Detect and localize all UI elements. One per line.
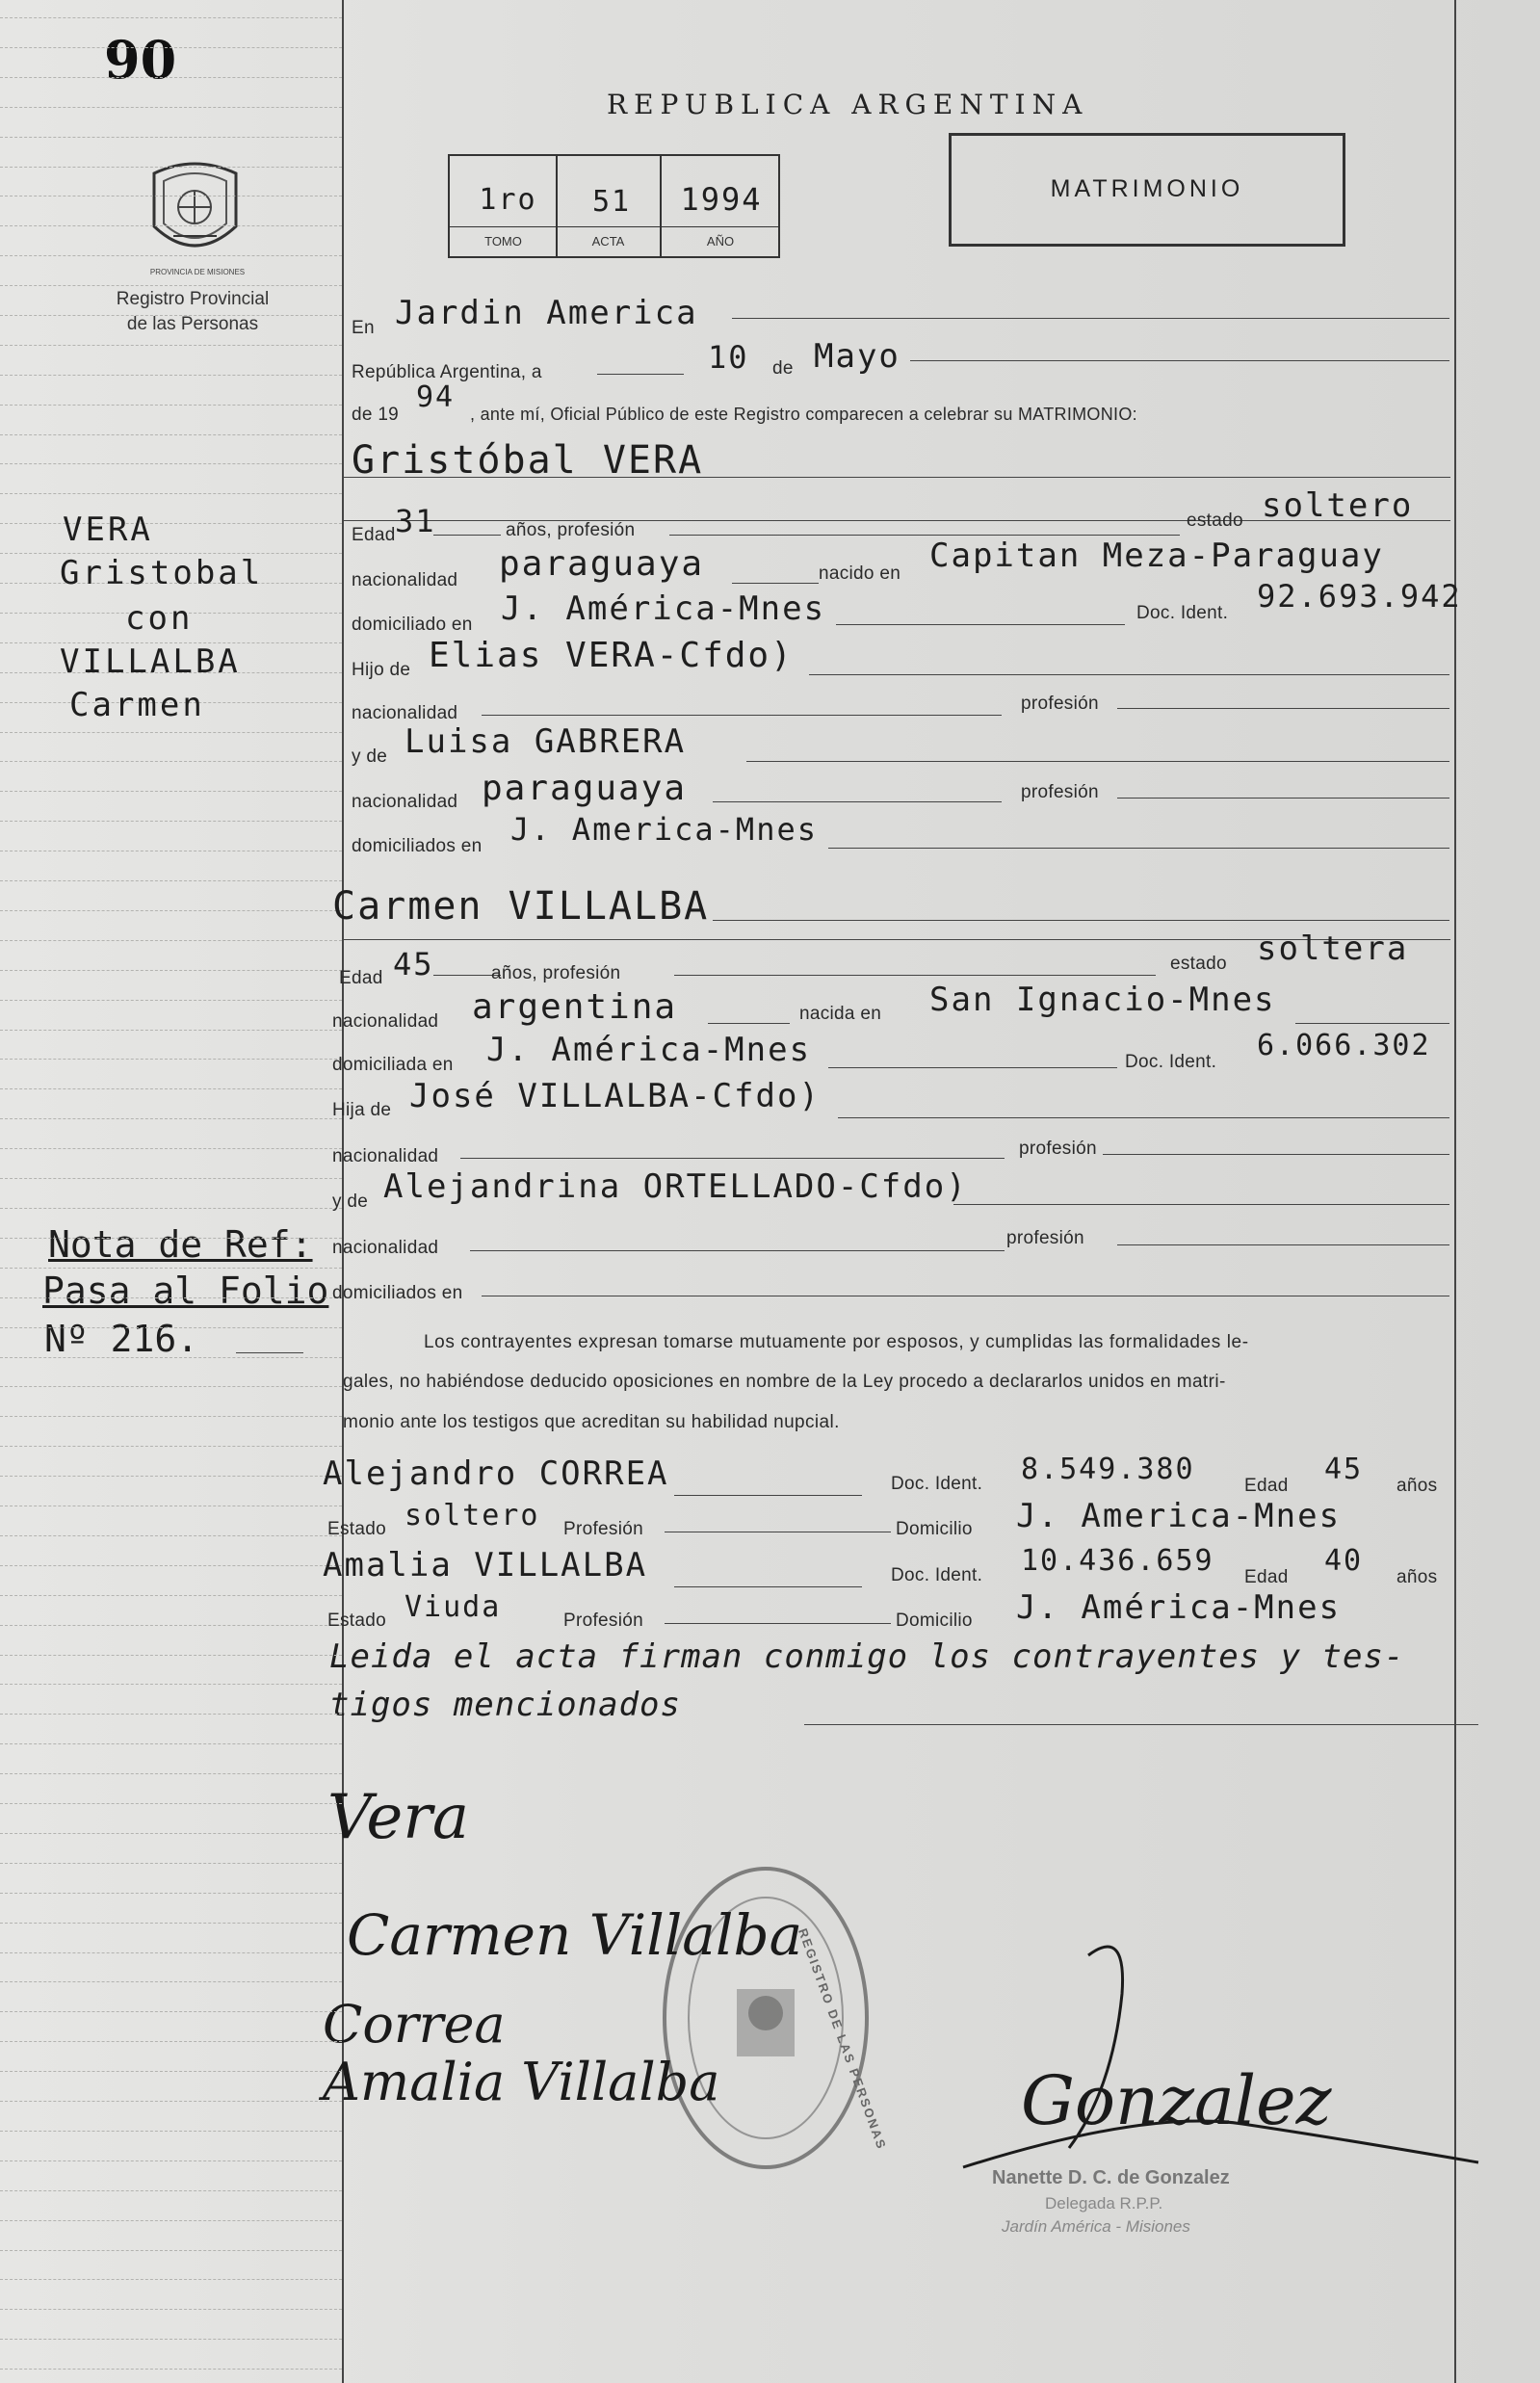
ruled-line (0, 1923, 342, 1924)
ref-note-underline (236, 1352, 303, 1353)
bride-age: 45 (393, 946, 434, 982)
margin-name-line: Gristobal (60, 554, 264, 592)
bride-nationality: argentina (472, 987, 678, 1027)
form-rule (836, 624, 1125, 625)
ruled-line (0, 970, 342, 971)
ruled-line (0, 2011, 342, 2012)
ruled-line (0, 761, 342, 762)
groom-father: Elias VERA-Cfdo) (429, 636, 794, 675)
ruled-line (0, 2369, 342, 2370)
ruled-line (0, 1595, 342, 1596)
ruled-line (0, 345, 342, 346)
ruled-line (0, 1893, 342, 1894)
ruled-line (0, 1327, 342, 1328)
witness-anos-label: años (1396, 1476, 1438, 1496)
ruled-line (0, 1416, 342, 1417)
ruled-line (0, 2101, 342, 2102)
ruled-line (0, 2071, 342, 2072)
ruled-line (0, 2250, 342, 2251)
groom-yde-label: y de (352, 746, 388, 767)
ruled-line (0, 1863, 342, 1864)
ruled-line (0, 523, 342, 524)
groom-domic-label: domiciliado en (352, 615, 473, 635)
bride-estado: soltera (1257, 930, 1409, 968)
groom-doc: 92.693.942 (1257, 578, 1462, 615)
groom-mother: Luisa GABRERA (405, 722, 687, 761)
ruled-line (0, 2339, 342, 2340)
round-seal-text: REGISTRO DE LAS PERSONAS (795, 1926, 890, 2153)
closing-line1: Leida el acta firman conmigo los contrayentes y tes- (329, 1637, 1405, 1676)
ruled-line (0, 255, 342, 256)
ruled-line (0, 2131, 342, 2132)
form-rule (460, 1158, 1005, 1159)
ruled-line (0, 1565, 342, 1566)
witness-age: 40 (1324, 1544, 1364, 1578)
witness-domic-label: Domicilio (896, 1610, 973, 1631)
ruled-line (0, 2190, 342, 2191)
groom-anos-label: años, profesión (506, 520, 636, 540)
groom-parents-domicile: J. America-Mnes (510, 811, 818, 848)
bride-father: José VILLALBA-Cfdo) (409, 1077, 821, 1115)
form-rule (713, 801, 1002, 802)
form-rule (809, 674, 1449, 675)
ruled-line (0, 1148, 342, 1149)
de-label: de (772, 358, 794, 379)
groom-prof-label: profesión (1021, 694, 1099, 714)
ruled-line (0, 2309, 342, 2310)
ruled-line (0, 137, 342, 138)
record-type: MATRIMONIO (1050, 175, 1244, 202)
seal-caption: PROVINCIA DE MISIONES (149, 268, 246, 276)
groom-estado: soltero (1262, 486, 1414, 525)
year-suffix-value: 94 (416, 380, 456, 414)
ruled-line (0, 1625, 342, 1626)
ruled-line (0, 47, 342, 48)
groom-prof2-label: profesión (1021, 782, 1099, 802)
margin-name-line: Carmen (69, 686, 205, 724)
ruled-line (0, 821, 342, 822)
witness-age: 45 (1324, 1453, 1364, 1486)
ano-label: AÑO (706, 234, 735, 249)
groom-nac3-label: nacionalidad (352, 792, 458, 812)
groom-age: 31 (395, 503, 436, 539)
bride-prof-label: profesión (1019, 1139, 1097, 1159)
record-box-divider-1 (556, 154, 558, 258)
margin-name-line: con (125, 599, 194, 638)
ruled-line (0, 1088, 342, 1089)
witness-doc-label: Doc. Ident. (891, 1565, 983, 1585)
form-rule (1117, 1244, 1449, 1245)
ruled-line (0, 1655, 342, 1656)
ruled-line (0, 1773, 342, 1774)
republica-label: República Argentina, a (352, 362, 542, 382)
folio-number: 90 (104, 29, 177, 91)
witness-estado: Viuda (405, 1590, 502, 1624)
ruled-line (0, 1297, 342, 1298)
signature-witness1: Correa (323, 1994, 506, 2055)
groom-nacido-label: nacido en (819, 563, 901, 584)
ref-note-line1: Nota de Ref: (48, 1223, 313, 1266)
ruled-line (0, 1535, 342, 1536)
ruled-line (0, 1981, 342, 1982)
groom-domics-label: domiciliados en (352, 836, 483, 856)
ruled-line (0, 225, 342, 226)
ano-value: 1994 (680, 181, 763, 218)
form-rule (838, 1117, 1449, 1118)
witness-doc: 8.549.380 (1021, 1453, 1195, 1486)
year-prefix-label: de 19 (352, 405, 400, 425)
bride-nac3-label: nacionalidad (332, 1238, 439, 1258)
groom-mother-nationality: paraguaya (482, 769, 688, 808)
record-box-hline (448, 226, 780, 227)
ruled-line (0, 1743, 342, 1744)
ruled-line (0, 1059, 342, 1060)
ruled-line (0, 434, 342, 435)
bride-hija-label: Hija de (332, 1100, 392, 1120)
bride-yde-label: y de (332, 1192, 369, 1212)
form-rule (433, 535, 501, 536)
provincial-seal-icon (140, 154, 250, 265)
ruled-line (0, 880, 342, 881)
bride-mother: Alejandrina ORTELLADO-Cfdo) (383, 1167, 968, 1206)
ruled-line (0, 463, 342, 464)
ruled-line (0, 2160, 342, 2161)
tomo-value: 1ro (479, 183, 537, 217)
signature-groom: Vera (327, 1782, 469, 1853)
declaration-line1: Los contrayentes expresan tomarse mutuamente por esposos, y cumplidas las formalidades le- (424, 1332, 1249, 1352)
witness-estado: soltero (405, 1499, 540, 1532)
ruled-line (0, 1386, 342, 1387)
margin-name-line: VILLALBA (60, 642, 241, 681)
form-rule (665, 1623, 891, 1624)
form-rule (674, 975, 1156, 976)
ruled-line (0, 1000, 342, 1001)
ruled-line (0, 1803, 342, 1804)
ruled-line (0, 1446, 342, 1447)
form-rule (1117, 708, 1449, 709)
ruled-line (0, 375, 342, 376)
groom-birthplace: Capitan Meza-Paraguay (929, 537, 1384, 575)
groom-estado-label: estado (1187, 511, 1243, 531)
ruled-line (0, 1952, 342, 1953)
form-rule (343, 477, 1450, 478)
form-rule (597, 374, 684, 375)
witness-prof-label: Profesión (563, 1610, 643, 1631)
official-stamp-line3: Jardín América - Misiones (1002, 2217, 1190, 2236)
official-signature-stroke (953, 1917, 1493, 2206)
official-stamp-line1: Nanette D. C. de Gonzalez (992, 2167, 1230, 2188)
witness-doc-label: Doc. Ident. (891, 1474, 983, 1494)
bride-doc: 6.066.302 (1257, 1029, 1431, 1062)
form-rule (828, 1067, 1117, 1068)
ruled-line (0, 107, 342, 108)
form-rule (1295, 1023, 1449, 1024)
signature-witness2: Amalia Villalba (323, 2052, 720, 2112)
witness-domicile: J. América-Mnes (1016, 1588, 1342, 1627)
margin-name-line: VERA (63, 511, 153, 549)
form-rule (732, 583, 819, 584)
declaration-line2: gales, no habiéndose deducido oposiciones en nombre de la Ley procedo a declararlos unidos en matri- (343, 1372, 1226, 1392)
form-rule (1117, 798, 1449, 799)
bride-nac-label: nacionalidad (332, 1011, 439, 1032)
groom-nationality: paraguaya (499, 544, 705, 584)
ruled-line (0, 732, 342, 733)
form-rule (470, 1250, 1005, 1251)
form-rule (482, 715, 1002, 716)
official-stamp-line2: Delegada R.P.P. (1045, 2194, 1163, 2213)
bride-doc-label: Doc. Ident. (1125, 1052, 1217, 1072)
ruled-line (0, 315, 342, 316)
ruled-line (0, 17, 342, 18)
witness-estado-label: Estado (327, 1610, 386, 1631)
bride-domicile: J. América-Mnes (486, 1031, 812, 1069)
form-rule (910, 360, 1449, 361)
form-rule (708, 1023, 790, 1024)
bride-estado-label: estado (1170, 954, 1227, 974)
country-title: REPUBLICA ARGENTINA (607, 89, 1089, 120)
witness-prof-label: Profesión (563, 1519, 643, 1539)
ruled-line (0, 1833, 342, 1834)
ruled-line (0, 1238, 342, 1239)
registry-name-line2: de las Personas (126, 314, 259, 334)
signature-official: Gonzalez (1021, 2061, 1332, 2140)
ruled-line (0, 285, 342, 286)
bride-domics-label: domiciliados en (332, 1283, 463, 1303)
bride-edad-label: Edad (339, 968, 383, 988)
ruled-line (0, 167, 342, 168)
groom-nac2-label: nacionalidad (352, 703, 458, 723)
form-rule (674, 1495, 862, 1496)
form-rule (732, 318, 1449, 319)
form-rule (674, 1586, 862, 1587)
ruled-line (0, 493, 342, 494)
groom-edad-label: Edad (352, 525, 396, 545)
ruled-line (0, 2220, 342, 2221)
acta-label: ACTA (591, 234, 625, 249)
form-rule (713, 920, 1449, 921)
witness-anos-label: años (1396, 1567, 1438, 1587)
witness-domicile: J. America-Mnes (1016, 1497, 1342, 1535)
signature-bride: Carmen Villalba (347, 1902, 803, 1968)
place-value: Jardin America (395, 294, 698, 332)
declaration-line3: monio ante los testigos que acreditan su habilidad nupcial. (343, 1412, 840, 1432)
month-value: Mayo (814, 337, 901, 376)
witness-edad-label: Edad (1244, 1567, 1289, 1587)
acta-value: 51 (591, 185, 632, 219)
ruled-line (0, 405, 342, 406)
bride-prof2-label: profesión (1006, 1228, 1084, 1248)
en-label: En (352, 318, 375, 338)
closing-underline (804, 1724, 1478, 1725)
ruled-line (0, 791, 342, 792)
witness-domic-label: Domicilio (896, 1519, 973, 1539)
ruled-line (0, 940, 342, 941)
ruled-line (0, 1714, 342, 1715)
ruled-line (0, 1357, 342, 1358)
day-value: 10 (708, 339, 749, 376)
form-rule (953, 1204, 1449, 1205)
ref-note-line2: Pasa al Folio (42, 1270, 329, 1312)
groom-domicile: J. América-Mnes (501, 589, 826, 628)
witness-name: Alejandro CORREA (323, 1454, 669, 1493)
bride-anos-label: años, profesión (491, 963, 621, 983)
closing-line2: tigos mencionados (329, 1686, 681, 1724)
ruled-line (0, 1208, 342, 1209)
form-rule (669, 535, 1180, 536)
witness-estado-label: Estado (327, 1519, 386, 1539)
ruled-line (0, 2041, 342, 2042)
ruled-line (0, 1476, 342, 1477)
form-rule (828, 848, 1449, 849)
bride-birthplace: San Ignacio-Mnes (929, 981, 1276, 1019)
ruled-line (0, 1684, 342, 1685)
ruled-line (0, 1030, 342, 1031)
groom-hijo-label: Hijo de (352, 660, 411, 680)
ruled-line (0, 1178, 342, 1179)
witness-edad-label: Edad (1244, 1476, 1289, 1496)
form-rule (746, 761, 1449, 762)
bride-nac2-label: nacionalidad (332, 1146, 439, 1166)
groom-name: Gristóbal VERA (352, 438, 704, 483)
tomo-label: TOMO (484, 234, 522, 249)
groom-nac-label: nacionalidad (352, 570, 458, 590)
ruled-line (0, 2279, 342, 2280)
record-box-divider-2 (660, 154, 662, 258)
ruled-line (0, 77, 342, 78)
bride-name: Carmen VILLALBA (332, 884, 710, 929)
form-rule (1103, 1154, 1449, 1155)
ruled-line (0, 1118, 342, 1119)
bride-domic-label: domiciliada en (332, 1055, 454, 1075)
witness-doc: 10.436.659 (1021, 1544, 1214, 1578)
bride-nacida-label: nacida en (799, 1004, 882, 1024)
witness-name: Amalia VILLALBA (323, 1546, 648, 1584)
ruled-line (0, 1268, 342, 1269)
registry-name-line1: Registro Provincial (116, 289, 270, 309)
ruled-line (0, 910, 342, 911)
ref-note-line3: Nº 216. (44, 1318, 199, 1360)
groom-doc-label: Doc. Ident. (1136, 603, 1229, 623)
intro-text: , ante mí, Oficial Público de este Registro comparecen a celebrar su MATRIMONIO: (470, 405, 1137, 424)
